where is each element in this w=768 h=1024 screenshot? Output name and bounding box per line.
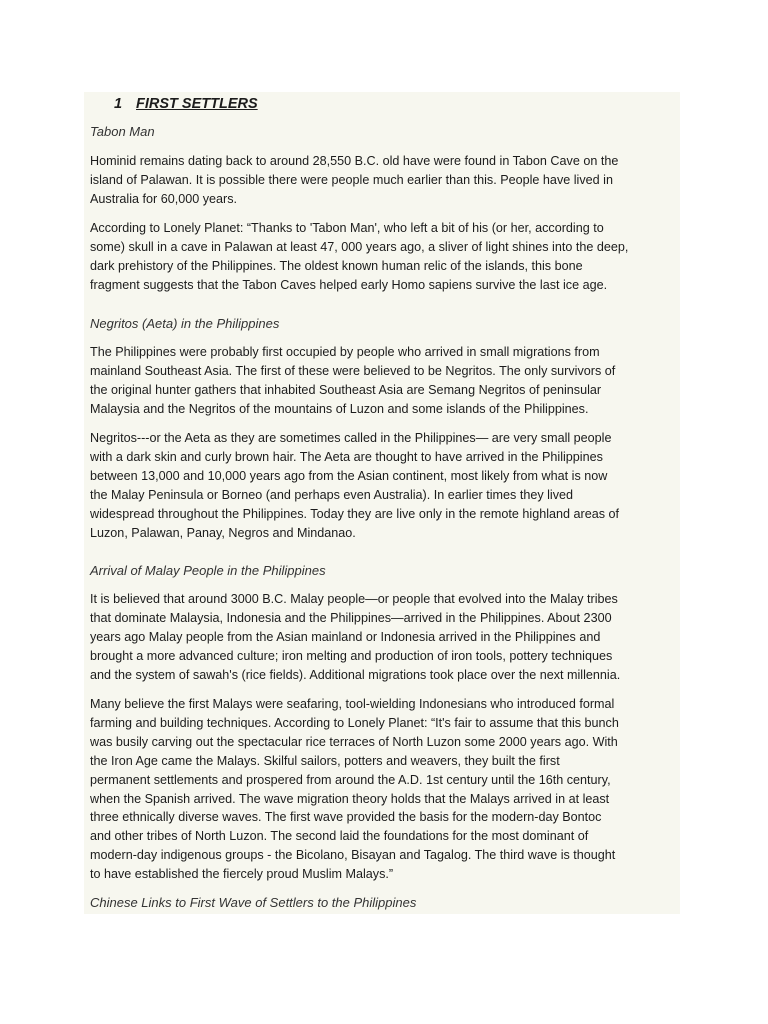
text-line: It is believed that around 3000 B.C. Malay people—or people that evolved into the Malay tribes	[90, 592, 618, 606]
text-line: The Philippines were probably first occupied by people who arrived in small migrations from	[90, 345, 600, 359]
subheading-malay-arrival: Arrival of Malay People in the Philippines	[90, 563, 326, 578]
subheading-tabon-man: Tabon Man	[90, 124, 155, 139]
document-page	[84, 92, 680, 914]
text-line: the Malay Peninsula or Borneo (and perhaps even Australia). In earlier times they lived	[90, 487, 574, 502]
text-line: According to Lonely Planet: “Thanks to 'Tabon Man', who left a bit of his (or her, according to	[90, 221, 604, 235]
text-line: and the system of sawah's (rice fields). Additional migrations took place over the next millennia.	[90, 667, 621, 682]
paragraph	[90, 343, 682, 419]
text-line: farming and building techniques. According to Lonely Planet: “It's fair to assume that this bunch	[90, 715, 619, 730]
text-line: some) skull in a cave in Palawan at least 47, 000 years ago, a sliver of light shines into the deep,	[90, 239, 629, 254]
text-line: that dominate Malaysia, Indonesia and the Philippines—arrived in the Philippines. About 2300	[90, 610, 612, 625]
text-line: Australia for 60,000 years.	[90, 191, 238, 206]
text-line: Many believe the first Malays were seafaring, tool-wielding Indonesians who introduced formal	[90, 697, 615, 711]
text-line: when the Spanish arrived. The wave migration theory holds that the Malays arrived in at least	[90, 791, 610, 806]
text-line: Negritos---or the Aeta as they are sometimes called in the Philippines— are very small people	[90, 431, 612, 445]
text-line: widespread throughout the Philippines. Today they are live only in the remote highland areas of	[90, 506, 620, 521]
text-line: island of Palawan. It is possible there were people much earlier than this. People have lived in	[90, 172, 613, 187]
paragraph	[90, 429, 682, 542]
text-line: between 13,000 and 10,000 years ago from the Asian continent, most likely from what is now	[90, 468, 608, 483]
text-line: permanent settlements and prospered from around the A.D. 1st century until the 16th century,	[90, 772, 611, 787]
text-line: modern-day indigenous groups - the Bicolano, Bisayan and Tagalog. The third wave is thought	[90, 848, 616, 863]
text-line: Luzon, Palawan, Panay, Negros and Mindanao.	[90, 525, 356, 540]
text-line: the Iron Age came the Malays. Skilful sailors, potters and weavers, they built the first	[90, 753, 560, 768]
text-line: Hominid remains dating back to around 28,550 B.C. old have were found in Tabon Cave on the	[90, 154, 619, 168]
text-line: brought a more advanced culture; iron melting and production of iron tools, pottery techniques	[90, 648, 613, 663]
text-line: fragment suggests that the Tabon Caves helped early Homo sapiens survive the last ice age.	[90, 277, 608, 292]
paragraph	[90, 590, 682, 685]
text-line: with a dark skin and curly brown hair. The Aeta are thought to have arrived in the Philippines	[90, 449, 603, 464]
text-line: years ago Malay people from the Asian mainland or Indonesia arrived in the Philippines and	[90, 629, 601, 644]
heading-number: 1	[114, 96, 123, 112]
text-line: mainland Southeast Asia. The first of these were believed to be Negritos. The only survivors of	[90, 363, 616, 378]
text-line: dark prehistory of the Philippines. The oldest known human relic of the islands, this bone	[90, 258, 583, 273]
text-line: was busily carving out the spectacular rice terraces of North Luzon some 2000 years ago. With	[90, 734, 618, 749]
subheading-chinese-links: Chinese Links to First Wave of Settlers to the Philippines	[90, 895, 417, 910]
paragraph	[90, 219, 682, 295]
text-line: three ethnically diverse waves. The first wave provided the basis for the modern-day Bontoc	[90, 810, 602, 825]
text-line: the original hunter gathers that inhabited Southeast Asia are Semang Negritos of peninsular	[90, 382, 602, 397]
paragraph	[90, 152, 682, 209]
subheading-negritos: Negritos (Aeta) in the Philippines	[90, 316, 280, 331]
section-heading	[114, 94, 258, 114]
text-line: to have established the fiercely proud Muslim Malays.”	[90, 867, 394, 882]
paragraph	[90, 695, 682, 884]
heading-title: FIRST SETTLERS	[136, 96, 258, 112]
text-line: and other tribes of North Luzon. The second laid the foundations for the most dominant of	[90, 829, 589, 844]
text-line: Malaysia and the Negritos of the mountains of Luzon and some islands of the Philippines.	[90, 401, 589, 416]
